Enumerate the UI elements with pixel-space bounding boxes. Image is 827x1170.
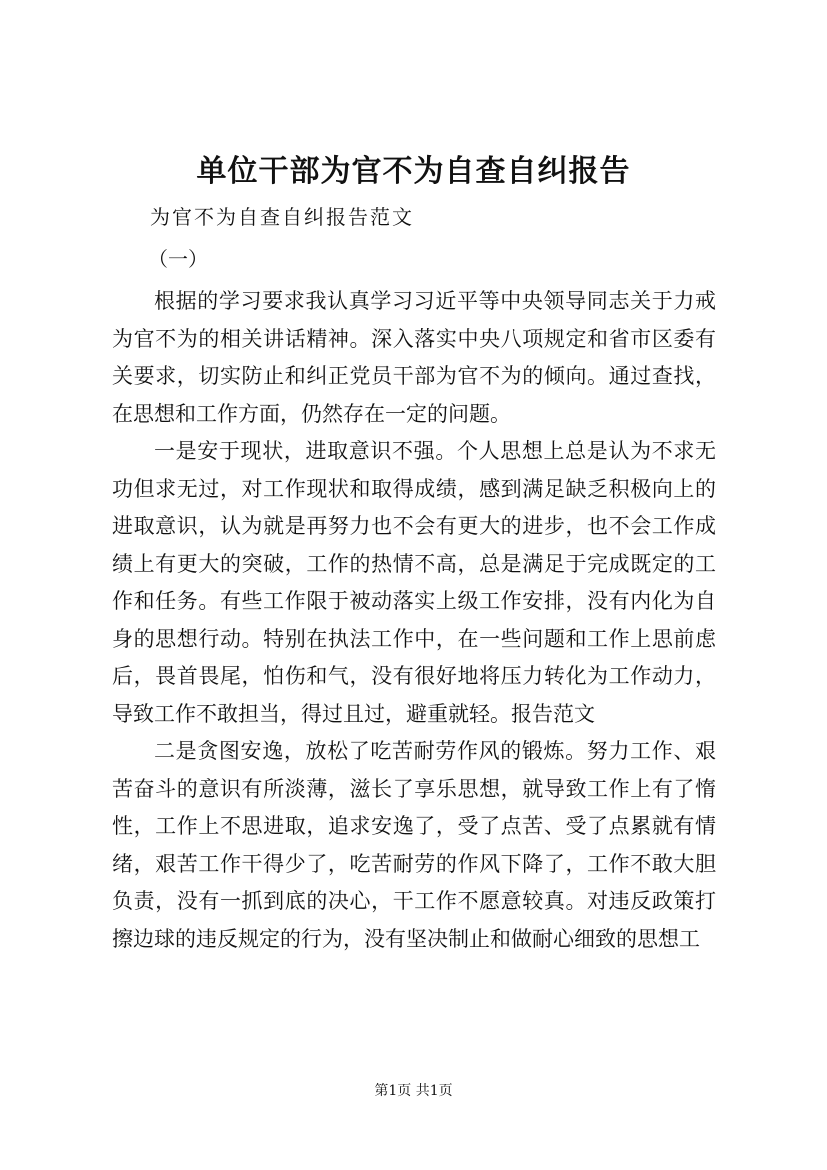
section-number: （一） xyxy=(148,247,208,271)
document-body xyxy=(112,283,716,958)
paragraph: 二是贪图安逸，放松了吃苦耐劳作风的锻炼。努力工作、艰苦奋斗的意识有所淡薄，滋长了享乐思想，就导致工作上有了惰性，工作上不思进取，追求安逸了，受了点苦、受了点累就有情绪，艰苦工作干得少了，吃苦耐劳的作风下降了，工作不敢大胆负责，没有一抓到底的决心，干工作不愿意较真。对违反政策打擦边球的违反规定的行为，没有坚决制止和做耐心细致的思想工 xyxy=(112,739,716,951)
document-subtitle: 为官不为自查自纠报告范文 xyxy=(150,205,414,229)
paragraph: 一是安于现状，进取意识不强。个人思想上总是认为不求无功但求无过，对工作现状和取得成绩，感到满足缺乏积极向上的进取意识，认为就是再努力也不会有更大的进步，也不会工作成绩上有更大的突破，工作的热情不高，总是满足于完成既定的工作和任务。有些工作限于被动落实上级工作安排，没有内化为自身的思想行动。特别在执法工作中，在一些问题和工作上思前虑后，畏首畏尾，怕伤和气，没有很好地将压力转化为工作动力，导致工作不敢担当，得过且过，避重就轻。报告范文 xyxy=(112,439,716,726)
paragraph: 根据的学习要求我认真学习习近平等中央领导同志关于力戒为官不为的相关讲话精神。深入落实中央八项规定和省市区委有关要求，切实防止和纠正党员干部为官不为的倾向。通过查找，在思想和工作方面，仍然存在一定的问题。 xyxy=(112,289,716,426)
document-title: 单位干部为官不为自查自纠报告 xyxy=(196,154,631,189)
page-footer: 第1页 共1页 xyxy=(374,1083,453,1099)
